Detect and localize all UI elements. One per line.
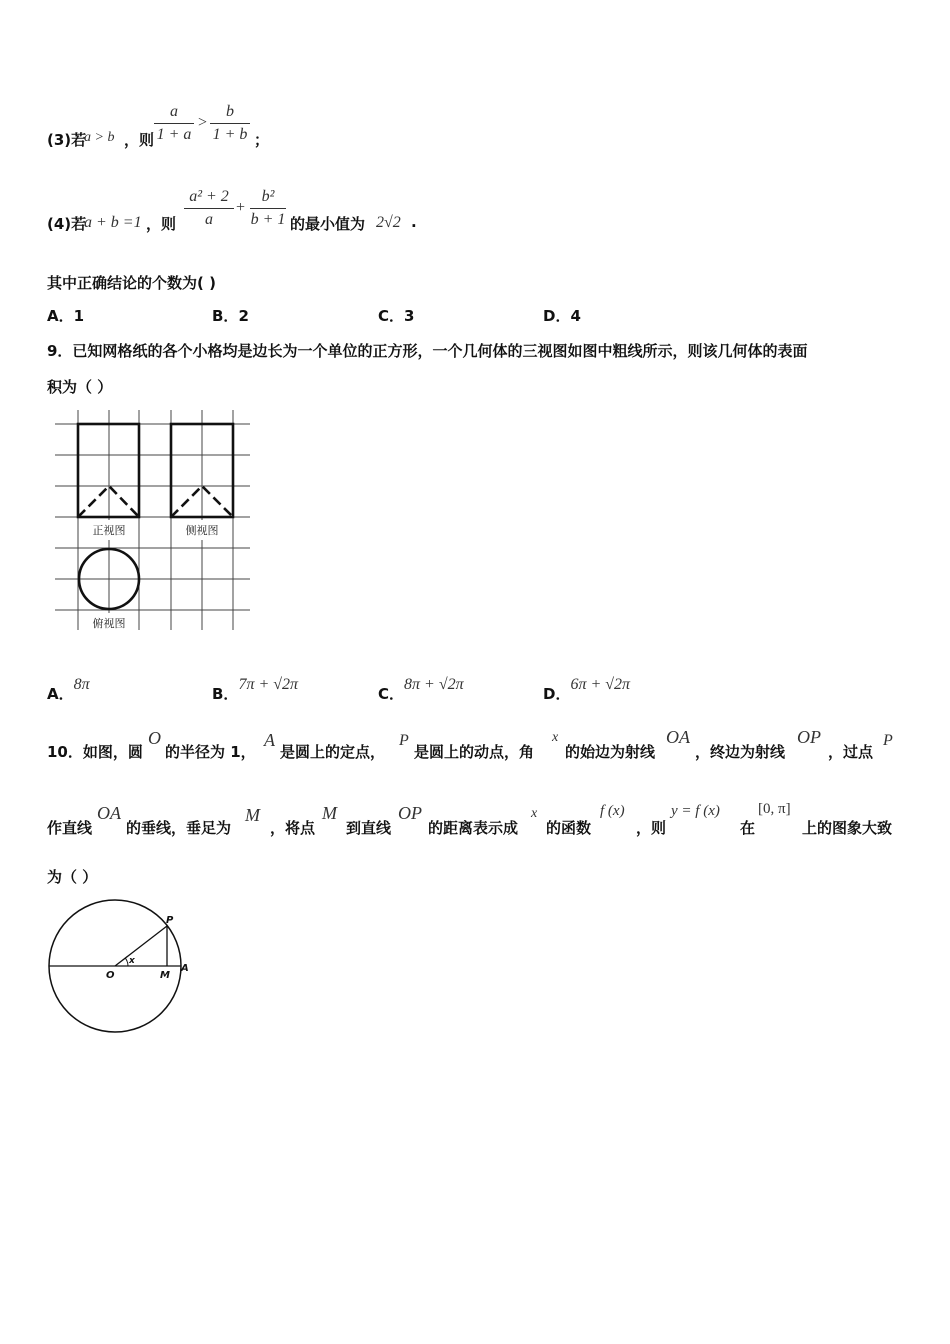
option-text: 4 [570,307,581,325]
item4-min-value: 2√2 [376,214,401,231]
top-view-label: 俯视图 [92,617,126,630]
q10-function-yfx: y = f (x) [671,803,720,819]
q10-text-10: ，将点 [270,819,316,837]
option-text: 1 [73,307,85,325]
q10-text-4: 是圆上的动点，角 [414,743,535,761]
q8-option-b[interactable] [212,305,249,326]
front-view-label: 正视图 [92,524,126,537]
frac-numerator: a² + 2 [189,188,229,205]
item4-then: ，则 [146,215,177,233]
item3-condition: a > b [84,130,115,145]
option-text: 3 [404,307,415,325]
q10-text-8: 作直线 [47,819,93,837]
frac-numerator: b² [261,188,275,205]
item3-fraction-2 [210,102,250,145]
frac-denominator: b + 1 [250,211,286,228]
frac-denominator: 1 + a [156,126,192,143]
q10-text-5: 的始边为射线 [565,743,656,761]
q10-text-15: 在 [740,819,756,837]
q9-option-d[interactable] [543,673,631,703]
option-text: 2 [238,307,249,325]
side-view-label: 侧视图 [185,524,219,537]
item3-end: ； [254,131,270,149]
label-A: A [181,963,189,974]
item4-fraction-1 [184,187,234,230]
frac-numerator: a [170,103,178,120]
item4-label: (4)若 [47,215,87,233]
q10-text-14: ，则 [636,819,667,837]
q8-option-a[interactable] [47,305,84,326]
option-text: 8π + √2π [404,676,464,693]
item4-fraction-2 [250,187,286,230]
option-text: 7π + √2π [238,676,299,693]
item3-label: (3)若 [47,131,87,149]
option-text: 6π + √2π [570,676,631,693]
option-label: B． [212,685,239,703]
item4-tail: 的最小值为 [290,215,366,233]
q10-text-6: ，终边为射线 [695,743,786,761]
option-label: A． [47,685,74,703]
frac-denominator: a [205,211,213,228]
option-label: A． [47,307,74,325]
q10-interval: [0, π] [758,801,791,817]
item4-condition: a + b =1 [84,214,142,231]
q10-var-O: O [148,728,161,748]
q10-text-9: 的垂线，垂足为 [126,819,232,837]
q10-var-A: A [264,730,275,750]
q10-text-12: 的距离表示成 [428,819,519,837]
item3-fraction-1 [154,102,194,145]
q10-text-3: 是圆上的定点， [280,743,386,761]
item3-then: ，则 [124,131,155,149]
q10-var-P-2: P [883,732,893,749]
q10-line-OA: OA [97,803,121,823]
q9-stem-line1: 9．已知网格纸的各个小格均是边长为一个单位的正方形，一个几何体的三视图如图中粗线所示，则该几何体的表面 [47,342,808,360]
q10-text-13: 的函数 [546,819,592,837]
q9-option-c[interactable] [378,673,464,703]
q10-text-17: 为（ ） [47,868,98,886]
item4-plus: + [236,199,246,216]
q8-prompt: 其中正确结论的个数为( ) [47,274,216,292]
q8-option-d[interactable] [543,305,581,326]
q10-text-16: 上的图象大致 [802,819,893,837]
option-label: C． [378,307,405,325]
unit-circle-figure [40,893,200,1038]
q8-option-c[interactable] [378,305,414,326]
q10-var-P: P [399,732,409,749]
option-text: 8π [73,676,90,693]
item4-end: . [411,213,417,231]
item3-greater-than: > [198,114,208,131]
frac-numerator: b [226,103,234,120]
label-x: x [129,956,135,966]
q10-ray-OA: OA [666,727,690,747]
q10-text-1: 10．如图，圆 [47,743,143,761]
q10-var-M: M [245,805,260,825]
q10-text-2: 的半径为 1， [165,743,256,761]
option-label: C． [378,685,405,703]
label-O: O [106,970,115,981]
q10-text-11: 到直线 [346,819,392,837]
option-label: B． [212,307,239,325]
q10-function-fx: f (x) [600,803,625,819]
label-M: M [160,970,170,981]
q10-line-OP: OP [398,803,422,823]
ray-op [115,926,167,966]
angle-arc [125,958,128,966]
q10-var-M-2: M [322,803,337,823]
q9-option-a[interactable] [47,673,90,703]
q10-text-7: ，过点 [828,743,874,761]
label-P: P [166,915,174,926]
three-view-figure [40,405,255,635]
q10-var-x: x [552,730,559,745]
q9-stem-line2: 积为（ ） [47,378,113,396]
q10-ray-OP: OP [797,727,821,747]
q9-option-b[interactable] [212,673,299,703]
q10-var-x-2: x [531,806,538,821]
frac-denominator: 1 + b [212,126,248,143]
option-label: D． [543,307,571,325]
option-label: D． [543,685,571,703]
